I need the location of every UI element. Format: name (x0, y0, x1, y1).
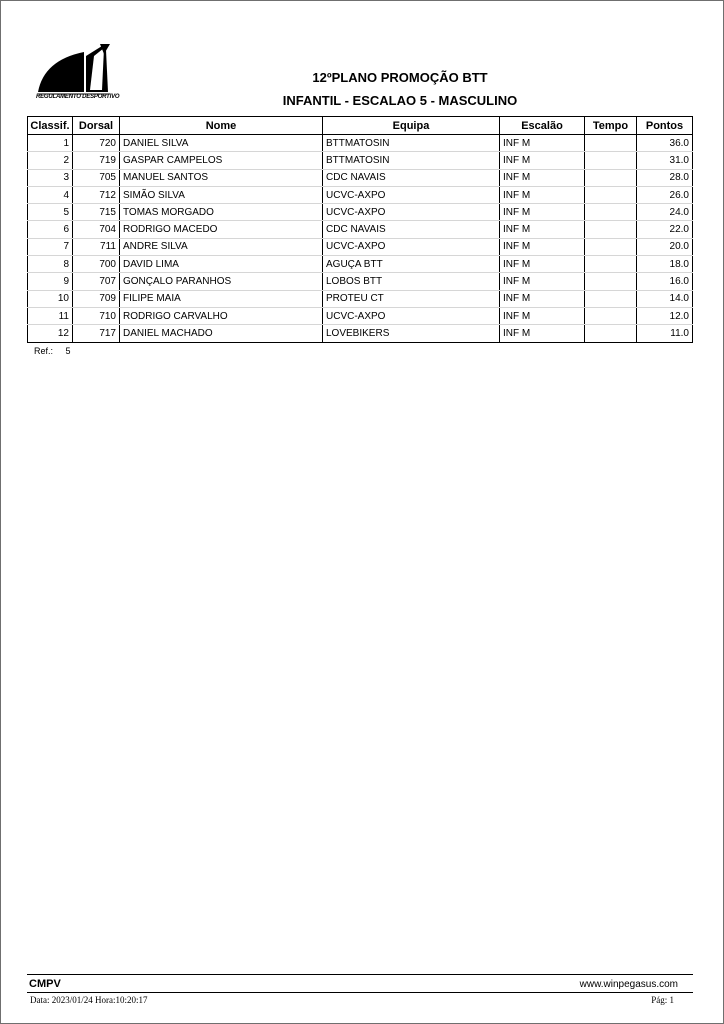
cell-tempo (585, 221, 637, 238)
cell-escalao: INF M (500, 204, 585, 221)
cell-classif: 7 (28, 238, 73, 255)
cell-pontos: 22.0 (637, 221, 693, 238)
cell-tempo (585, 273, 637, 290)
cell-pontos: 14.0 (637, 290, 693, 307)
cell-equipa: CDC NAVAIS (323, 169, 500, 186)
cell-equipa: CDC NAVAIS (323, 221, 500, 238)
cell-escalao: INF M (500, 238, 585, 255)
cell-dorsal: 710 (73, 307, 120, 324)
page-subtitle: INFANTIL - ESCALAO 5 - MASCULINO (282, 93, 518, 108)
footer-website-link[interactable]: www.winpegasus.com (579, 979, 678, 990)
cell-tempo (585, 169, 637, 186)
cell-pontos: 16.0 (637, 273, 693, 290)
cell-nome: FILIPE MAIA (120, 290, 323, 307)
cell-escalao: INF M (500, 221, 585, 238)
cell-tempo (585, 307, 637, 324)
cell-equipa: UCVC-AXPO (323, 204, 500, 221)
cell-equipa: UCVC-AXPO (323, 307, 500, 324)
cell-nome: TOMAS MORGADO (120, 204, 323, 221)
cell-pontos: 24.0 (637, 204, 693, 221)
cell-classif: 6 (28, 221, 73, 238)
cell-pontos: 31.0 (637, 152, 693, 169)
col-header-nome: Nome (120, 117, 323, 135)
table-row (28, 273, 693, 290)
table-row (28, 238, 693, 255)
cell-classif: 2 (28, 152, 73, 169)
cell-dorsal: 704 (73, 221, 120, 238)
table-header-row (28, 117, 693, 135)
cell-classif: 11 (28, 307, 73, 324)
table-row (28, 152, 693, 169)
table-row (28, 256, 693, 273)
table-row (28, 169, 693, 186)
cell-escalao: INF M (500, 325, 585, 342)
cell-tempo (585, 135, 637, 152)
cell-nome: DANIEL MACHADO (120, 325, 323, 342)
cell-tempo (585, 256, 637, 273)
results-table (27, 116, 693, 343)
cell-pontos: 11.0 (637, 325, 693, 342)
cell-classif: 9 (28, 273, 73, 290)
cell-dorsal: 707 (73, 273, 120, 290)
cell-nome: GASPAR CAMPELOS (120, 152, 323, 169)
ref-value: 5 (65, 346, 71, 356)
col-header-pontos: Pontos (637, 117, 693, 135)
table-row (28, 307, 693, 324)
table-row (28, 290, 693, 307)
cell-tempo (585, 204, 637, 221)
cell-nome: RODRIGO CARVALHO (120, 307, 323, 324)
cell-nome: RODRIGO MACEDO (120, 221, 323, 238)
cell-dorsal: 719 (73, 152, 120, 169)
cell-equipa: UCVC-AXPO (323, 186, 500, 203)
cell-tempo (585, 152, 637, 169)
footer-organization: CMPV (29, 978, 61, 990)
cell-classif: 5 (28, 204, 73, 221)
cell-dorsal: 700 (73, 256, 120, 273)
cell-equipa: LOBOS BTT (323, 273, 500, 290)
cell-dorsal: 712 (73, 186, 120, 203)
cell-nome: ANDRE SILVA (120, 238, 323, 255)
cell-tempo (585, 238, 637, 255)
cell-tempo (585, 290, 637, 307)
cell-escalao: INF M (500, 186, 585, 203)
cell-escalao: INF M (500, 152, 585, 169)
logo-caption: REGULAMENTO DESPORTIVO (36, 94, 120, 100)
page-title: 12ºPLANO PROMOÇÃO BTT (312, 70, 488, 85)
cell-escalao: INF M (500, 307, 585, 324)
cell-tempo (585, 325, 637, 342)
table-row (28, 204, 693, 221)
cell-pontos: 18.0 (637, 256, 693, 273)
col-header-escalao: Escalão (500, 117, 585, 135)
cell-dorsal: 709 (73, 290, 120, 307)
cell-escalao: INF M (500, 273, 585, 290)
reference-note (34, 346, 71, 356)
cell-classif: 10 (28, 290, 73, 307)
col-header-dorsal: Dorsal (73, 117, 120, 135)
cell-escalao: INF M (500, 256, 585, 273)
cell-equipa: BTTMATOSIN (323, 152, 500, 169)
cell-dorsal: 705 (73, 169, 120, 186)
cell-classif: 12 (28, 325, 73, 342)
cell-equipa: AGUÇA BTT (323, 256, 500, 273)
cell-equipa: LOVEBIKERS (323, 325, 500, 342)
ref-label: Ref.: (34, 346, 54, 356)
table-row (28, 325, 693, 342)
cell-classif: 3 (28, 169, 73, 186)
footer-divider-bottom (27, 992, 693, 993)
footer-date-time: Data: 2023/01/24 Hora:10:20:17 (30, 995, 148, 1005)
cell-dorsal: 720 (73, 135, 120, 152)
cell-escalao: INF M (500, 290, 585, 307)
col-header-equipa: Equipa (323, 117, 500, 135)
cell-dorsal: 717 (73, 325, 120, 342)
col-header-tempo: Tempo (585, 117, 637, 135)
cell-nome: GONÇALO PARANHOS (120, 273, 323, 290)
cell-dorsal: 711 (73, 238, 120, 255)
cell-equipa: PROTEU CT (323, 290, 500, 307)
cell-nome: SIMÃO SILVA (120, 186, 323, 203)
cell-nome: DAVID LIMA (120, 256, 323, 273)
cell-equipa: UCVC-AXPO (323, 238, 500, 255)
table-row (28, 135, 693, 152)
cell-nome: MANUEL SANTOS (120, 169, 323, 186)
cell-classif: 4 (28, 186, 73, 203)
table-row (28, 186, 693, 203)
cell-equipa: BTTMATOSIN (323, 135, 500, 152)
cell-pontos: 26.0 (637, 186, 693, 203)
cell-pontos: 36.0 (637, 135, 693, 152)
cell-tempo (585, 186, 637, 203)
col-header-classif: Classif. (28, 117, 73, 135)
cell-nome: DANIEL SILVA (120, 135, 323, 152)
table-row (28, 221, 693, 238)
cell-escalao: INF M (500, 135, 585, 152)
footer-divider-top (27, 974, 693, 975)
footer-page-number: Pág: 1 (651, 995, 674, 1005)
cell-pontos: 28.0 (637, 169, 693, 186)
cell-classif: 1 (28, 135, 73, 152)
cell-escalao: INF M (500, 169, 585, 186)
cell-classif: 8 (28, 256, 73, 273)
cell-dorsal: 715 (73, 204, 120, 221)
cell-pontos: 20.0 (637, 238, 693, 255)
cell-pontos: 12.0 (637, 307, 693, 324)
